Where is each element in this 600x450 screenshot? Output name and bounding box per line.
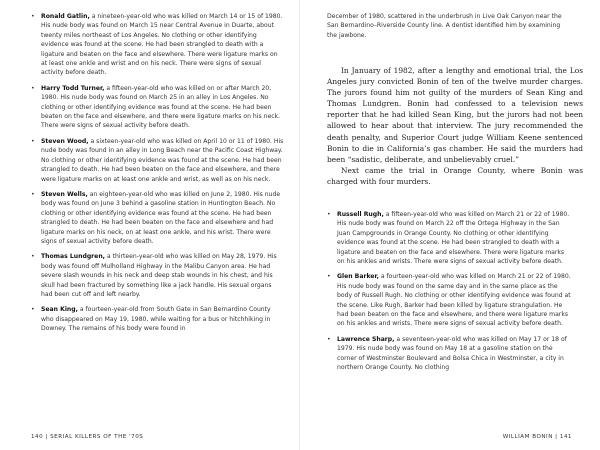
- victim-name: Steven Wells,: [41, 190, 88, 198]
- victim-name: Steven Wood,: [41, 137, 89, 145]
- victim-name: Russell Rugh,: [337, 211, 384, 218]
- bullet-icon: •: [31, 84, 35, 92]
- victim-description: an eighteen-year-old who was killed on June 2, 1980. His nude body was found on June 3 behind a gasoline station in Huntington Beach. No clothing or other identifying evidence was found at the scene. He had been strangled to death. He had been beaten on the face and elsewhere and had ligature marks on his neck, on at least one ankle, and his wrist. There were signs of sexual activity before death.: [41, 190, 281, 245]
- victim-description: a thirteen-year-old who was killed on May 28, 1979. His body was found off Mulholland Highway in the Malibu Canyon area. He had severe slash wounds in his neck and deep stab wounds in his chest, and his skull had been fractured by something like a jack handle. His sexual organs had been cut off and left nearby.: [41, 253, 277, 298]
- bullet-icon: •: [327, 335, 331, 343]
- bullet-icon: •: [327, 273, 331, 281]
- bullet-icon: •: [31, 253, 35, 261]
- list-item: [31, 305, 284, 333]
- bullet-icon: •: [327, 211, 331, 218]
- bullet-icon: •: [31, 13, 35, 20]
- list-item: [327, 335, 573, 373]
- continuation-text: December of 1980, scattered in the underbrush in Live Oak Canyon near the San Bernardino–Riverside County line. A dentist identified him by examining the jawbone.: [327, 13, 562, 39]
- victim-name: Harry Todd Turner,: [41, 84, 105, 92]
- victim-description: a fifteen-year-old who was killed on or after March 20, 1980. His nude body was found on March 25 in an alley in Los Angeles. No clothing or other identifying evidence was found at the scene. He had been beaten on the face and elsewhere, and there were ligature marks on his neck. There were signs of sexual activity before death.: [41, 84, 281, 130]
- list-item: [31, 190, 284, 246]
- page-footer-right: WILLIAM BONIN | 141: [502, 434, 572, 440]
- bullet-icon: •: [31, 190, 35, 198]
- list-item: [31, 84, 284, 131]
- list-item: [327, 272, 573, 328]
- victim-name: Thomas Lundgren,: [41, 253, 105, 261]
- victim-name: Sean King,: [41, 306, 78, 314]
- victim-description: a fourteen-year-old from South Gate in San Bernardino County who disappeared on May 19, 1980, while waiting for a bus or hitchhiking in Downey. The remains of his body were found in: [41, 306, 271, 333]
- body-paragraph: In January of 1982, after a lengthy and emotional trial, the Los Angeles jury convicted Bonin of ten of the twelve murder charges. The jurors found him not guilty of the murders of Sean King and Thomas Lundgren. Bonin had confessed to a television news reporter that he had killed Sean King, but the jurors had not been allowed to hear about that interview. The jury recommended the death penalty, and Superior Court judge William Keene sentenced Bonin to die in California’s gas chamber. He said the murders had been “sadistic, deliberate, and unbelievably cruel.”: [327, 66, 583, 164]
- list-item: [31, 137, 284, 184]
- list-item: [31, 12, 284, 78]
- list-item: [31, 252, 284, 299]
- victim-description: a sixteen-year-old who was killed on April 10 or 11 of 1980. His nude body was found in an alley in Long Beach near the Pacific Coast Highway. No clothing or other identifying evidence was found at the scene. He had been strangled to death. He had been beaten on the face and elsewhere, and there were ligature marks on at least one ankle and wrist, as well as on his neck.: [41, 137, 284, 183]
- victim-name: Lawrence Sharp,: [337, 335, 395, 343]
- victim-description: a fourteen-year-old who was killed on March 21 or 22 of 1980. His nude body was found on the same day and in the same place as the body of Russell Rugh. No clothing or other identifying evidence was found at the scene. Like Rugh, Barker had been killed by ligature strangulation. He had been beaten on the face and elsewhere, and there were ligature marks on his ankles and wrists. There were signs of sexual activity before death.: [337, 273, 571, 328]
- body-text: [327, 65, 583, 187]
- victim-name: Glen Barker,: [337, 273, 379, 281]
- bullet-icon: •: [31, 137, 35, 145]
- victim-name: Ronald Gatlin,: [41, 13, 90, 20]
- body-paragraph: Next came the trial in Orange County, where Bonin was charged with four murders.: [327, 165, 583, 186]
- right-victim-list: [327, 210, 573, 379]
- list-item: [327, 210, 573, 266]
- victim-description: a nineteen-year-old who was killed on March 14 or 15 of 1980. His nude body was found on March 15 near Central Avenue in Duarte, about twenty miles northeast of Los Angeles. No clothing or other identifying evidence was found at the scene. He had been strangled to death with a ligature and beaten on the face and elsewhere. There were ligature marks on at least one ankle and wrist and on his neck. There were signs of sexual activity before death.: [41, 13, 283, 77]
- victim-description: a fifteen-year-old who was killed on March 21 or 22 of 1980. His nude body was found on March 22 off the Ortega Highway in the San Juan Campgrounds in Orange County. No clothing or other identifying evidence was found at the scene. He had been strangled to death with a ligature and beaten on the face and elsewhere. There were ligature marks on his ankles and wrists. There were signs of sexual activity before death.: [337, 211, 570, 266]
- page-footer-left: 140 | SERIAL KILLERS OF THE '70S: [31, 434, 144, 440]
- victim-description: a seventeen-year-old who was killed on May 17 or 18 of 1979. His nude body was found on May 18 at a gasoline station on the corner of Westminster Boulevard and Bolsa Chica in Westminster, a city in northern Orange County. No clothing: [337, 335, 567, 372]
- bullet-icon: •: [31, 306, 35, 314]
- left-victim-list: [31, 12, 284, 340]
